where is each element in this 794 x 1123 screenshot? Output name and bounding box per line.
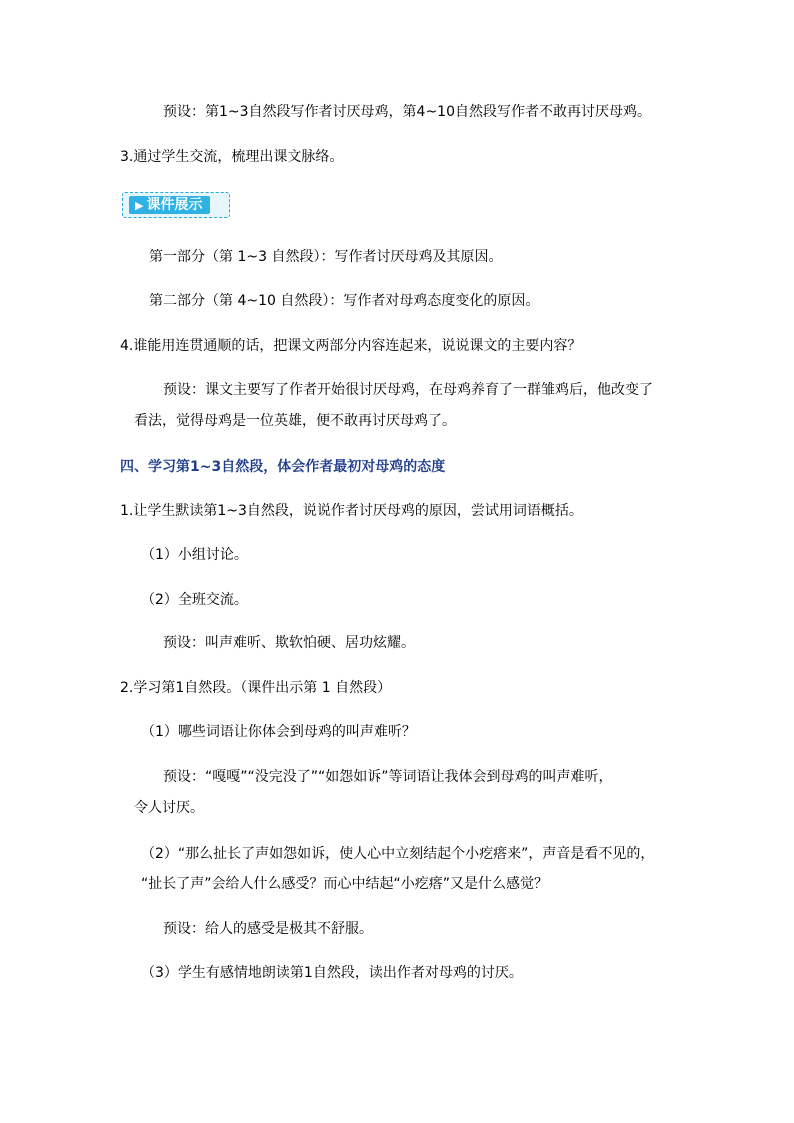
step-1-text: 1.让学生默读第1~3自然段，说说作者讨厌母鸡的原因，尝试用词语概括。 bbox=[120, 503, 583, 519]
courseware-badge-label: ▶ 课件展示 bbox=[129, 196, 210, 214]
question-2-line-1: （2）“那么扯长了声如怨如诉，使人心中立刻结起个小疙瘩来”，声音是看不见的， bbox=[141, 846, 655, 862]
step-4-question: 4.谁能用连贯通顺的话，把课文两部分内容连起来，说说课文的主要内容？ bbox=[120, 338, 582, 354]
step-2-text: 2.学习第1自然段。（课件出示第 1 自然段） bbox=[120, 680, 392, 696]
group-discussion-text: （1）小组讨论。 bbox=[141, 547, 248, 563]
part-one-text: 第一部分（第 1~3 自然段）：写作者讨厌母鸡及其原因。 bbox=[149, 249, 503, 265]
answer-words-line-2: 令人讨厌。 bbox=[134, 800, 204, 816]
answer-main-content-line-1: 预设：课文主要写了作者开始很讨厌母鸡，在母鸡养育了一群雏鸡后，他改变了 bbox=[163, 382, 653, 398]
answer-reasons: 预设：叫声难听、欺软怕硬、居功炫耀。 bbox=[163, 635, 415, 651]
question-3-text: （3）学生有感情地朗读第1自然段，读出作者对母鸡的讨厌。 bbox=[141, 965, 523, 981]
answer-words-line-1: 预设：“嘎嘎”“没完没了”“如怨如诉”等词语让我体会到母鸡的叫声难听， bbox=[163, 769, 613, 785]
section-four-heading: 四、学习第1~3自然段，体会作者最初对母鸡的态度 bbox=[120, 459, 446, 475]
part-two-text: 第二部分（第 4~10 自然段）：写作者对母鸡态度变化的原因。 bbox=[149, 293, 540, 309]
answer-main-content-line-2: 看法，觉得母鸡是一位英雄，便不敢再讨厌母鸡了。 bbox=[134, 413, 456, 429]
class-exchange-text: （2）全班交流。 bbox=[141, 592, 248, 608]
courseware-badge bbox=[122, 192, 230, 218]
step-3-text: 3.通过学生交流，梳理出课文脉络。 bbox=[120, 149, 344, 165]
answer-feeling: 预设：给人的感受是极其不舒服。 bbox=[163, 921, 373, 937]
question-2-line-2: “扯长了声”会给人什么感受？而心中结起“小疙瘩”又是什么感觉？ bbox=[141, 876, 549, 892]
play-triangle-icon: ▶ bbox=[135, 199, 144, 212]
question-1-text: （1）哪些词语让你体会到母鸡的叫声难听？ bbox=[141, 724, 416, 740]
answer-paragraph-structure: 预设：第1~3自然段写作者讨厌母鸡，第4~10自然段写作者不敢再讨厌母鸡。 bbox=[163, 104, 651, 120]
